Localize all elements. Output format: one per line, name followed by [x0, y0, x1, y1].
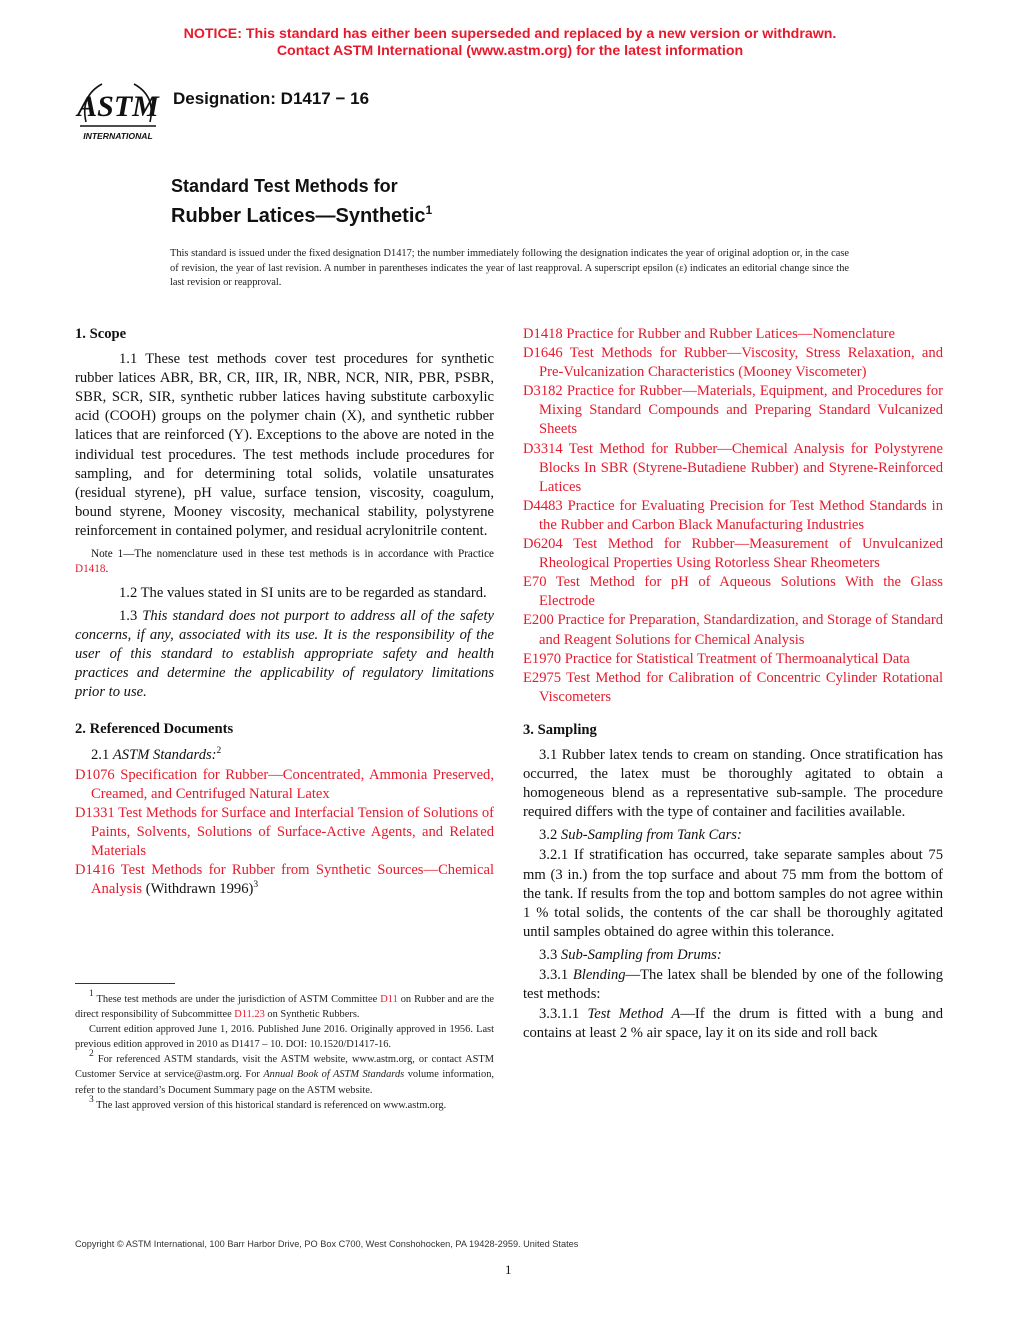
paragraph-1-3-number: 1.3	[119, 607, 143, 624]
copyright-line: Copyright © ASTM International, 100 Barr Harbor Drive, PO Box C700, West Conshohocken, PA 19428-2959. United States	[75, 1239, 579, 1249]
document-title	[171, 175, 432, 229]
reference-code-link[interactable]: E70	[523, 574, 547, 591]
logo-subtext: INTERNATIONAL	[83, 131, 153, 141]
reference-title-link[interactable]: Practice for Preparation, Standardization, and Storage of Standard and Reagent Solutions for Chemical Analysis	[539, 612, 943, 648]
title-line-2: Rubber Latices—Synthetic	[171, 205, 426, 227]
reference-item	[523, 497, 943, 535]
footnote-2-text-a: For referenced ASTM standards, visit the ASTM website, www.astm.org, or contact ASTM Customer Service at service@astm.org. For	[75, 1054, 494, 1081]
reference-title-link[interactable]: Test Methods for Surface and Interfacial Tension of Solutions of Paints, Solvents, Solutions of Surface-Active Agents, and Related Materials	[91, 804, 494, 859]
notice-line-1: NOTICE: This standard has either been superseded and replaced by a new version or withdrawn.	[183, 26, 837, 42]
reference-code-link[interactable]: D1418	[523, 326, 563, 342]
link-committee-d11[interactable]: D11	[380, 994, 398, 1005]
reference-title-link[interactable]: Test Method for Rubber—Measurement of Unvulcanized Rheological Properties Using Rotorless Shear Rheometers	[539, 536, 943, 572]
paragraph-3-3-number: 3.3	[539, 946, 561, 963]
footnotes	[75, 989, 495, 1113]
reference-title-link[interactable]: Test Method for pH of Aqueous Solutions With the Glass Electrode	[539, 574, 943, 610]
astm-logo	[72, 72, 164, 144]
footnote-1	[75, 989, 495, 1022]
reference-code-link[interactable]: D3182	[523, 383, 563, 400]
paragraph-3-3-1-1-title: Test Method A	[587, 1006, 681, 1023]
reference-title-link[interactable]: Test Method for Rubber—Chemical Analysis for Polystyrene Blocks In SBR (Styrene-Butadiene Rubber) and Styrene-Reinforced Latices	[539, 440, 943, 495]
reference-code-link[interactable]: D1416	[75, 862, 115, 879]
paragraph-3-3-1-1	[523, 1005, 943, 1043]
reference-title-link[interactable]: Practice for Evaluating Precision for Test Method Standards in the Rubber and Carbon Black Manufacturing Industries	[539, 497, 943, 533]
reference-item	[523, 382, 943, 439]
paragraph-1-1: 1.1 These test methods cover test procedures for synthetic rubber latices ABR, BR, CR, IIR, IR, NBR, NCR, NIR, PBR, PSBR, SBR, SCR, SIR, synthetic rubber latices having substitute carboxylic acid (COOH) groups on the polymer chain (X), and synthetic rubber latices that are reinforced (Y). Exceptions to the above are noted in the individual test procedures. The test methods include procedures for sampling, and for determining total solids, volatile unsaturates (residual styrene), pH value, surface tension, viscosity, coagulum, bound styrene, Mooney viscosity, mechanical stability, polystyrene reinforcement in contained polymer, and residual acrylonitrile content.	[75, 351, 494, 539]
withdrawn-note: (Withdrawn 1996)	[142, 881, 254, 898]
withdrawal-notice	[0, 26, 1020, 60]
reference-item	[523, 669, 943, 707]
left-column	[75, 325, 494, 899]
paragraph-1-3	[75, 607, 494, 702]
designation: Designation: D1417 − 16	[173, 89, 370, 108]
reference-item	[75, 804, 494, 861]
reference-code-link[interactable]: D1646	[523, 345, 563, 362]
paragraph-3-3-1-1-text: —If the drum is fitted with a bung and contains at least 2 % air space, lay it on its side and roll back	[523, 1006, 944, 1042]
paragraph-3-2	[523, 826, 943, 845]
reference-title-link[interactable]: Test Method for Calibration of Concentric Cylinder Rotational Viscometers	[539, 669, 943, 705]
note-1	[75, 547, 494, 578]
footnote-2-italic: Annual Book of ASTM Standards	[263, 1069, 405, 1081]
paragraph-3-1: 3.1 Rubber latex tends to cream on standing. Once stratification has occurred, the latex must be thoroughly agitated to obtain a homogeneous blend as a representative sub-sample. The procedure required differs with the type of container and facilities available.	[523, 746, 943, 821]
reference-code-link[interactable]: D4483	[523, 497, 563, 514]
footnote-2-mark: 2	[89, 1049, 94, 1060]
paragraph-3-2-1: 3.2.1 If stratification has occurred, take separate samples about 75 mm (3 in.) from the top surface and about 75 mm from the bottom of the tank. If results from the top and bottom samples do not agree within 1 % total solids, the contents of the car shall be thoroughly agitated until samples obtained do agree within this tolerance.	[523, 847, 943, 940]
paragraph-3-3-1-number: 3.3.1	[539, 967, 573, 983]
reference-item	[523, 440, 943, 497]
paragraph-2-1-number: 2.1	[91, 746, 113, 763]
paragraph-3-2-number: 3.2	[539, 827, 561, 844]
reference-item	[75, 766, 494, 804]
note-1-text: Note 1—The nomenclature used in these test methods is in accordance with Practice	[91, 548, 494, 561]
footnote-divider	[75, 983, 175, 984]
footnote-1-text-a: These test methods are under the jurisdiction of ASTM Committee	[93, 994, 381, 1005]
footnote-1-mark: 1	[89, 989, 94, 999]
reference-item	[523, 573, 943, 611]
title-line-1: Standard Test Methods for	[171, 176, 398, 196]
footnote-1-edition: Current edition approved June 1, 2016. Published June 2016. Originally approved in 1956. Last previous edition approved in 2010 as D1417 – 10. DOI: 10.1520/D1417-16.	[75, 1024, 494, 1051]
reference-item	[523, 535, 943, 573]
notice-line-2: Contact ASTM International (www.astm.org) for the latest information	[276, 43, 744, 59]
reference-title-link[interactable]: Test Methods for Rubber from Synthetic Sources—Chemical Analysis	[91, 862, 494, 898]
footnote-1-text-c: on Synthetic Rubbers.	[264, 1009, 360, 1021]
footnote-2	[75, 1049, 494, 1097]
reference-code-link[interactable]: D1076	[75, 766, 115, 783]
reference-code-link[interactable]: D3314	[523, 440, 563, 457]
reference-title-link[interactable]: Practice for Rubber—Materials, Equipment, and Procedures for Mixing Standard Compounds and Preparing Standard Vulcanized Sheets	[539, 383, 943, 438]
paragraph-3-2-title: Sub-Sampling from Tank Cars:	[560, 827, 742, 844]
paragraph-2-1-title: ASTM Standards:	[112, 746, 217, 763]
preface-paragraph: This standard is issued under the fixed designation D1417; the number immediately following the designation indicates the year of original adoption or, in the case of revision, the year of last revision. A number in parentheses indicates the year of last reapproval. A superscript epsilon (ε) indicates an editorial change since the last revision or reapproval.	[170, 248, 849, 289]
reference-item	[523, 650, 943, 669]
footnote-3	[75, 1094, 494, 1113]
reference-code-link[interactable]: E200	[523, 612, 554, 629]
reference-item	[523, 611, 943, 649]
note-1-end: .	[105, 563, 109, 576]
reference-item	[523, 344, 943, 382]
paragraph-1-2: 1.2 The values stated in SI units are to be regarded as standard.	[119, 584, 487, 601]
paragraph-1-3-text: This standard does not purport to address all of the safety concerns, if any, associated with its use. It is the responsibility of the user of this standard to establish appropriate safety and health practices and determine the applicability of regulatory limitations prior to use.	[75, 607, 494, 701]
link-subcommittee-d11-23[interactable]: D11.23	[234, 1009, 265, 1021]
footnote-mark-3: 3	[253, 880, 259, 891]
footnote-3-text: The last approved version of this historical standard is referenced on www.astm.org.	[93, 1099, 447, 1111]
reference-title-link[interactable]: Test Methods for Rubber—Viscosity, Stress Relaxation, and Pre-Vulcanization Characteristics (Mooney Viscometer)	[539, 345, 943, 381]
paragraph-3-3-1-1-number: 3.3.1.1	[539, 1006, 588, 1023]
paragraph-3-3-1-text: —The latex shall be blended by one of the following test methods:	[523, 967, 943, 1003]
paragraph-3-3-1	[523, 966, 943, 1004]
reference-code-link[interactable]: E1970	[523, 650, 562, 667]
paragraph-3-3-title: Sub-Sampling from Drums:	[560, 946, 722, 963]
reference-list-right	[523, 325, 943, 707]
reference-code-link[interactable]: D6204	[523, 536, 563, 553]
footnote-1-text-b: on Rubber and are the direct responsibility of Subcommittee	[75, 994, 495, 1021]
page-number: 1	[505, 1262, 512, 1277]
link-d1418[interactable]: D1418	[75, 563, 106, 576]
reference-item	[75, 861, 494, 899]
reference-title-link[interactable]: Practice for Statistical Treatment of Thermoanalytical Data	[561, 650, 910, 667]
reference-code-link[interactable]: D1331	[75, 804, 115, 821]
footnote-mark-2: 2	[216, 745, 222, 756]
reference-title-link[interactable]: Practice for Rubber and Rubber Latices—Nomenclature	[562, 326, 896, 342]
footnote-3-mark: 3	[89, 1094, 94, 1105]
paragraph-3-3-1-title: Blending	[572, 967, 626, 983]
paragraph-2-1	[75, 746, 494, 765]
reference-title-link[interactable]: Specification for Rubber—Concentrated, Ammonia Preserved, Creamed, and Centrifuged Natural Latex	[91, 766, 494, 802]
title-footnote-mark: 1	[425, 203, 433, 217]
section-1-heading: 1. Scope	[75, 326, 127, 342]
right-column	[523, 325, 943, 1043]
footnote-2-text-b: volume information, refer to the standard’s Document Summary page on the ASTM website.	[75, 1069, 494, 1096]
paragraph-3-3	[523, 946, 943, 965]
section-3-heading: 3. Sampling	[523, 721, 597, 738]
reference-item	[523, 325, 943, 344]
reference-list-left	[75, 766, 494, 900]
logo-text: ASTM	[77, 90, 159, 123]
reference-code-link[interactable]: E2975	[523, 669, 562, 686]
section-2-heading: 2. Referenced Documents	[75, 721, 234, 738]
